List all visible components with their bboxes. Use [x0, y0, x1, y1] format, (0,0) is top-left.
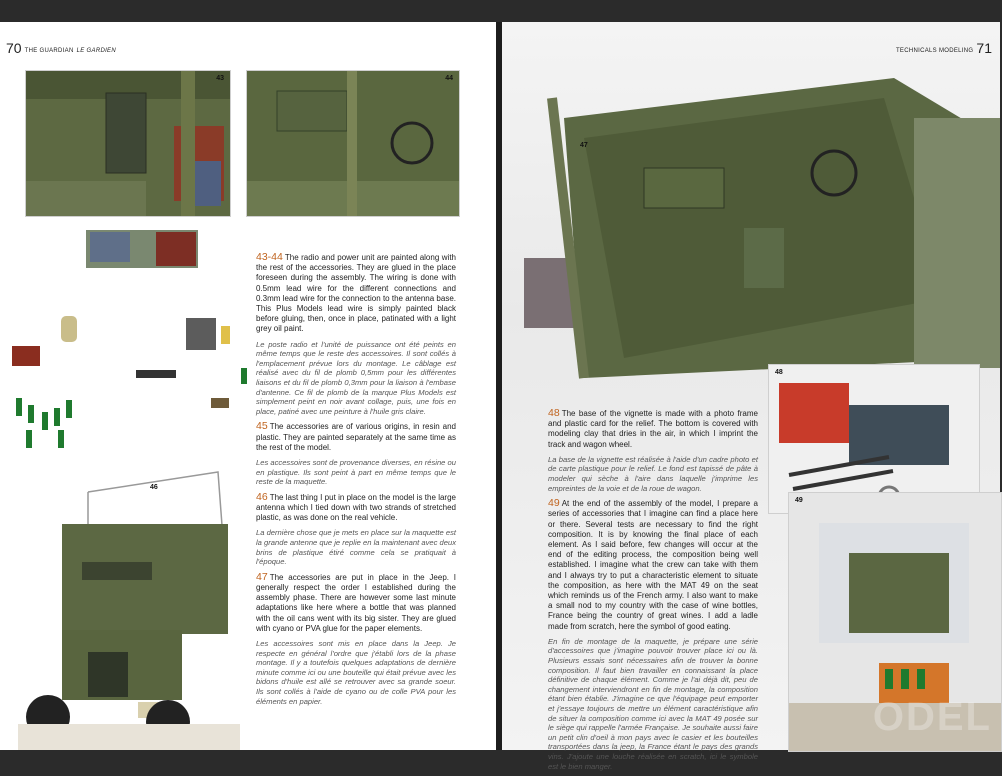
right-page-number: 71	[976, 40, 992, 56]
photo-44	[246, 70, 460, 217]
section-49-en-text: At the end of the assembly of the model, I prepare a series of accessories that I imagine can find a place here or there. Several tests are necessary to find the right composition. It is by knowing the final place of each element. As I said before, few changes will occur at the end of the editing process, the composition being well established. I imagine what the crew can take with them and I always try to put a characteristic element to situate the composition, as here with the MAT 49 on the seat which reminds us of the French army. I also want to make a small nod to my country with the case of wine bottles, France being the country of great wines. I add a ladle made from scratch, here the symbol of good eating.	[548, 499, 758, 631]
photo-47	[524, 58, 1000, 388]
section-45-en	[256, 421, 456, 453]
photo-43	[25, 70, 231, 217]
section-48-en	[548, 408, 758, 450]
section-48-number: 48	[548, 407, 560, 419]
section-46-number: 46	[256, 490, 268, 503]
section-45-fr: Les accessoires sont de provenance diverses, en résine ou en plastique. Ils sont peint à part en même temps que le reste de la maquette.	[256, 457, 456, 487]
watermark: ODEL	[872, 695, 992, 739]
left-page-number: 70	[6, 40, 22, 56]
photo-46-image	[18, 462, 240, 750]
photo-45-image	[6, 230, 230, 460]
photo-48-image	[769, 365, 979, 513]
section-45-number: 45	[256, 420, 268, 433]
photo-43-image	[26, 71, 230, 216]
right-page	[502, 22, 1000, 771]
right-folio	[896, 40, 992, 56]
photo-46-label: 46	[150, 484, 158, 491]
text-column-right	[548, 408, 758, 776]
photo-44-label: 44	[445, 75, 453, 82]
photo-46	[18, 462, 240, 750]
section-49-number: 49	[548, 497, 560, 510]
left-page	[0, 22, 496, 750]
photo-44-image	[247, 71, 459, 216]
photo-45-label: 45	[32, 234, 40, 241]
section-47-fr: Les accessoires sont mis en place dans la Jeep. Je respecte en général l'ordre que j'établi lors de la phase montage. Il y a toutefois quelques adaptations de dernière minute comme ici ou une bouteille qui était prévue avec les bidons d'huile est allé se retrouver avec sa grande soeur. Ils sont collés à l'aide de cyano ou de colle PVA pour les éléments en papier.	[256, 638, 456, 706]
section-48-en-text: The base of the vignette is made with a photo frame and plastic card for the relief. The bottom is covered with modeling clay that dries in the air, in which I imprint the track and wagon wheel.	[548, 409, 758, 449]
section-49-fr: En fin de montage de la maquette, je prépare une série d'accessoires que j'imagine pouvoir trouver place ici ou là. Plusieurs essais sont nécessaires afin de trouver la bonne composition. Il faut bien travailler en connaissant la place définitive de chaque élément. Comme je l'ai déjà dit, peu de changement interviendront en fin de montage, la composition étant bien établie. J'imagine ce que l'équipage peut emporter et j'essaye toujours de mettre un élément caractéristique afin de situer la composition comme ici avec la MAT 49 posée sur le siège qui rappelle l'armée Française. Je souhaite aussi faire un petit clin d'oeil à mon pays avec le casier et les bouteilles transportées dans la jeep, la France étant le pays des grands vins. J'ajoute une louche réalisée en scratch, ici le symbole est le bien manger.	[548, 636, 758, 771]
section-46-en-text: The last thing I put in place on the model is the large antenna which I tied down with two strands of stretched plastic, as was done on the real vehicle.	[256, 492, 456, 523]
section-46-fr: La dernière chose que je mets en place sur la maquette est la grande antenne que je replie en la maintenant avec deux brins de plastique étiré comme cela se pratiquait à l'époque.	[256, 528, 456, 567]
section-47-en	[256, 572, 456, 634]
section-47-number: 47	[256, 570, 268, 583]
section-46-en	[256, 492, 456, 524]
section-49-en	[548, 498, 758, 632]
section-43-number: 43-44	[256, 251, 283, 263]
photo-48-label: 48	[775, 369, 783, 376]
section-43-en-text: The radio and power unit are painted along with the rest of the accessories. They are glued in the place foreseen during the assembly. The wiring is done with 0.5mm lead wire for the different connections and 0.3mm lead wire for the connection to the antenna base. This Plus Models lead wire is simply painted black before gluing, then, once in place, patinated with a light grey oil paint.	[256, 253, 456, 334]
photo-49-label: 49	[795, 497, 803, 504]
left-running-head-italic: LE GARDIEN	[76, 48, 116, 54]
photo-43-label: 43	[216, 75, 224, 82]
text-column-left	[256, 252, 456, 711]
photo-47-label: 47	[580, 142, 588, 149]
left-folio	[6, 40, 116, 56]
right-running-head: TECHNICALS MODELING	[895, 48, 974, 54]
section-43-fr: Le poste radio et l'unité de puissance ont été peints en même temps que le reste des accessoires. Il sont collés à l'emplacement prévue lors du montage. Le câblage est réalisé avec du fil de plomb 0,5mm pour les différentes liaisons et du fil de plomb 0,3mm pour la liaison à l'embase d'antenne. Ce fil de plomb de la marque Plus Models est simplement peint en noir avant collage, puis, une fois en place, patiné avec une peinture à l'huile gris claire.	[256, 339, 456, 416]
section-45-en-text: The accessories are of various origins, in resin and plastic. They are painted separately at the same time as the rest of the model.	[256, 422, 456, 452]
section-48-fr: La base de la vignette est réalisée à l'aide d'un cadre photo et de carte plastique pour le relief. Le fond est tapissé de pâte à modeler qui sèche à l'aire dans laquelle j'imprime les empreintes de la voie et de la roue de wagon.	[548, 454, 758, 493]
photo-45	[6, 230, 230, 460]
left-running-head: THE GUARDIAN	[24, 48, 74, 54]
section-47-en-text: The accessories are put in place in the Jeep. I generally respect the order I established during the assembly phase. There are however some last minute adaptations like here where a bottle that was planned with the oil cans went with its big sister. They are glued with cyano or PVA glue for the paper elements.	[256, 572, 456, 633]
section-43-en	[256, 252, 456, 335]
photo-47-image	[524, 58, 1000, 388]
